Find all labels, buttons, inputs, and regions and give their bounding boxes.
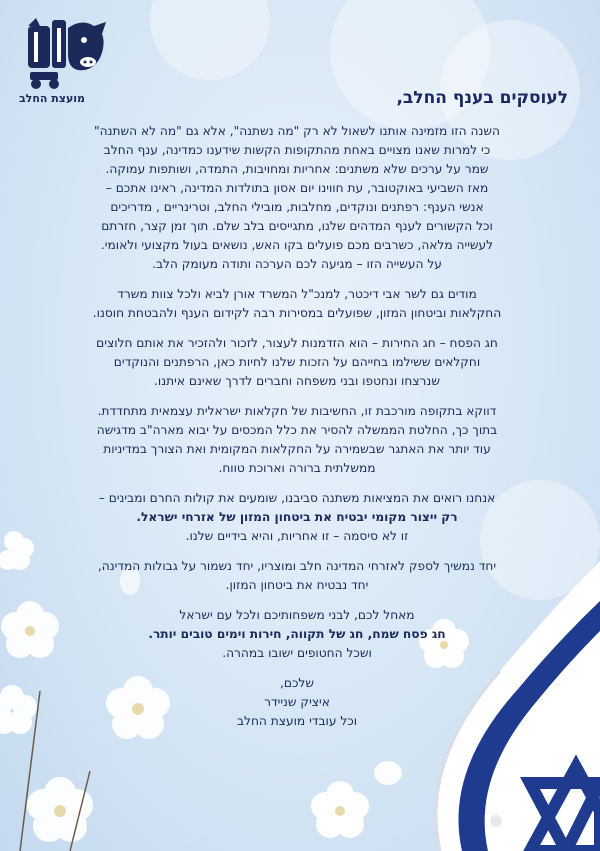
paragraph-intro	[20, 122, 574, 274]
letter-body	[20, 88, 574, 731]
signature-block	[20, 674, 574, 731]
text-line: אנשי הענף: רפתנים ונוקדים, מחלבות, מובילי החלב, וטרינריים , מדריכים	[110, 200, 484, 214]
letter-title: לעוסקים בענף החלב,	[396, 88, 568, 108]
paragraph-thanks	[20, 285, 574, 323]
paragraph-passover	[20, 334, 574, 391]
signature-line: וכל עובדי מועצת החלב	[236, 714, 358, 728]
text-line-bold: חג פסח שמח, חג של תקווה, חירות וימים טובים יותר.	[148, 627, 446, 641]
cow-milk-icon	[22, 14, 108, 94]
text-line: יחד נבטיח את ביטחון המזון.	[225, 578, 369, 592]
logo-text: מועצת החלב	[18, 92, 86, 105]
text-line: מודים גם לשר אבי דיכטר, למנכ"ל המשרד אורן לביא ולכל צוות משרד	[117, 287, 477, 301]
text-line: על העשייה הזו – מגיעה לכם הערכה ותודה מעומק הלב.	[152, 257, 442, 271]
text-line: וחקלאים ששילמו בחייהם על הזכות שלנו לחיות כאן, הרפתנים והנוקדים	[113, 355, 481, 369]
text-line: כי למרות שאנו מצויים באחת מהתקופות הקשות שידענו כמדינה, ענף החלב	[103, 143, 491, 157]
text-line: בתוך כך, החלטת הממשלה להסיר את כלל המכסים על יבוא מארה"ב מדגישה	[96, 423, 498, 437]
text-line: דווקא בתקופה מורכבת זו, החשיבות של חקלאות ישראלית עצמאית מתחדדת.	[97, 404, 497, 418]
text-line: שמר על ערכים שלא משתנים: אחריות ומחויבות, התמדה, ושותפות עמוקה.	[105, 162, 489, 176]
text-line: אנחנו רואים את המציאות משתנה סביבנו, שומעים את קולות החרם ומבינים –	[98, 491, 496, 505]
paragraph-together	[20, 557, 574, 595]
signature-line: שלכם,	[280, 676, 314, 690]
text-line: עוד יותר את האתגר שבשמירה על החקלאות המקומית ואת הצורך במדיניות	[103, 442, 491, 456]
text-line: יחד נמשיך לספק לאזרחי המדינה חלב ומוצריו, יחד נשמור על גבולות המדינה,	[97, 559, 497, 573]
text-line: מאחל לכם, לבני משפחותיכם ולכל עם ישראל	[179, 608, 415, 622]
text-line: חג הפסח – חג החירות – הוא הזדמנות לעצור, לזכור ולהזכיר את אותם חלוצים	[96, 336, 498, 350]
text-line: זו לא סיסמה – זו אחריות, והיא בידיים שלנו.	[185, 529, 409, 543]
signature-line: איציק שניידר	[264, 695, 330, 709]
text-line: החקלאות וביטחון המזון, שפועלים במסירות רבה לקידום הענף ולהבטחת חוסנו.	[92, 306, 502, 320]
text-line: ממשלתית ברורה וארוכת טווח.	[218, 461, 376, 475]
paragraph-agriculture	[20, 402, 574, 478]
text-line: שנרצחו ונחטפו ובני משפחה וחברים לדרך שאינם איתנו.	[154, 374, 440, 388]
text-line: ושכל החטופים ישובו במהרה.	[222, 646, 372, 660]
paragraph-local-production	[20, 489, 574, 546]
text-line: השנה הזו מזמינה אותנו לשאול לא רק "מה נשתנה", אלא גם "מה לא השתנה"	[94, 124, 500, 138]
text-line: לעשייה מלאה, כשרבים מכם פועלים בקו האש, נושאים בעול מקצועי ולאומי.	[100, 238, 494, 252]
paragraph-greeting	[20, 606, 574, 663]
text-line-bold: רק ייצור מקומי יבטיח את ביטחון המזון של אזרחי ישראל.	[136, 510, 458, 524]
text-line: וכל הקשורים לענף המדהים שלנו, מתגייסים בלב שלם. תוך זמן קצר, חזרתם	[101, 219, 493, 233]
background-bokeh	[150, 0, 270, 80]
text-line: מאז השביעי באוקטובר, עת חווינו יום אסון בתולדות המדינה, ראינו אתכם –	[105, 181, 489, 195]
